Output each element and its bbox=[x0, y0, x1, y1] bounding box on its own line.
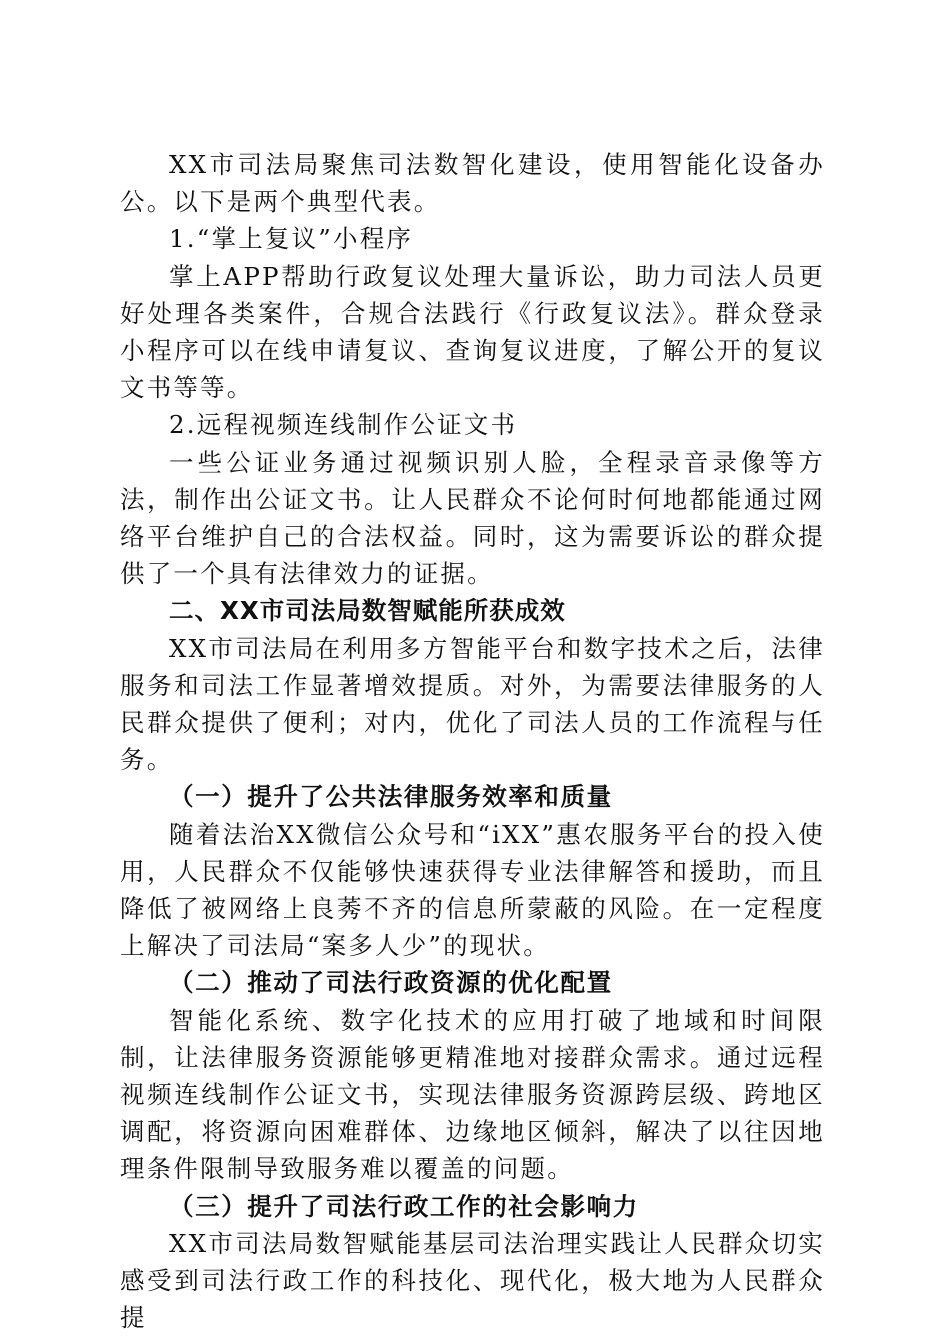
intro-paragraph: XX市司法局聚焦司法数智化建设，使用智能化设备办公。以下是两个典型代表。 bbox=[120, 150, 825, 217]
item-heading-mobile-review: 1.“掌上复议”小程序 bbox=[169, 224, 414, 254]
efficiency-paragraph: 随着法治XX微信公众号和“iXX”惠农服务平台的投入使用，人民群众不仅能够快速获得专业法律解答和援助，而且降低了被网络上良莠不齐的信息所蒙蔽的风险。在一定程度上解决了司法局“案多人少”的现状。 bbox=[120, 819, 825, 961]
mobile-review-paragraph: 掌上APP帮助行政复议处理大量诉讼，助力司法人员更好处理各类案件，合规合法践行《行政复议法》。群众登录小程序可以在线申请复议、查询复议进度，了解公开的复议文书等等。 bbox=[120, 261, 825, 403]
remote-notary-paragraph: 一些公证业务通过视频识别人脸，全程录音录像等方法，制作出公证文书。让人民群众不论何时何地都能通过网络平台维护自己的合法权益。同时，这为需要诉讼的群众提供了一个具有法律效力的证据。 bbox=[120, 447, 825, 589]
subheading-resource-allocation: （二）推动了司法行政资源的优化配置 bbox=[169, 968, 613, 998]
social-influence-paragraph: XX市司法局数智赋能基层司法治理实践让人民群众切实感受到司法行政工作的科技化、现代化，极大地为人民群众提 bbox=[120, 1228, 825, 1333]
section-heading-results: 二、XX市司法局数智赋能所获成效 bbox=[169, 596, 566, 626]
subheading-social-influence: （三）提升了司法行政工作的社会影响力 bbox=[169, 1191, 639, 1221]
results-paragraph: XX市司法局在利用多方智能平台和数字技术之后，法律服务和司法工作显著增效提质。对外，为需要法律服务的人民群众提供了便利；对内，优化了司法人员的工作流程与任务。 bbox=[120, 633, 825, 775]
document-body bbox=[120, 146, 825, 1337]
subheading-efficiency: （一）提升了公共法律服务效率和质量 bbox=[169, 782, 613, 812]
resource-allocation-paragraph: 智能化系统、数字化技术的应用打破了地域和时间限制，让法律服务资源能够更精准地对接群众需求。通过远程视频连线制作公证文书，实现法律服务资源跨层级、跨地区调配，将资源向困难群体、边缘地区倾斜，解决了以往因地理条件限制导致服务难以覆盖的问题。 bbox=[120, 1005, 825, 1184]
item-heading-remote-notary: 2.远程视频连线制作公证文书 bbox=[169, 410, 518, 440]
